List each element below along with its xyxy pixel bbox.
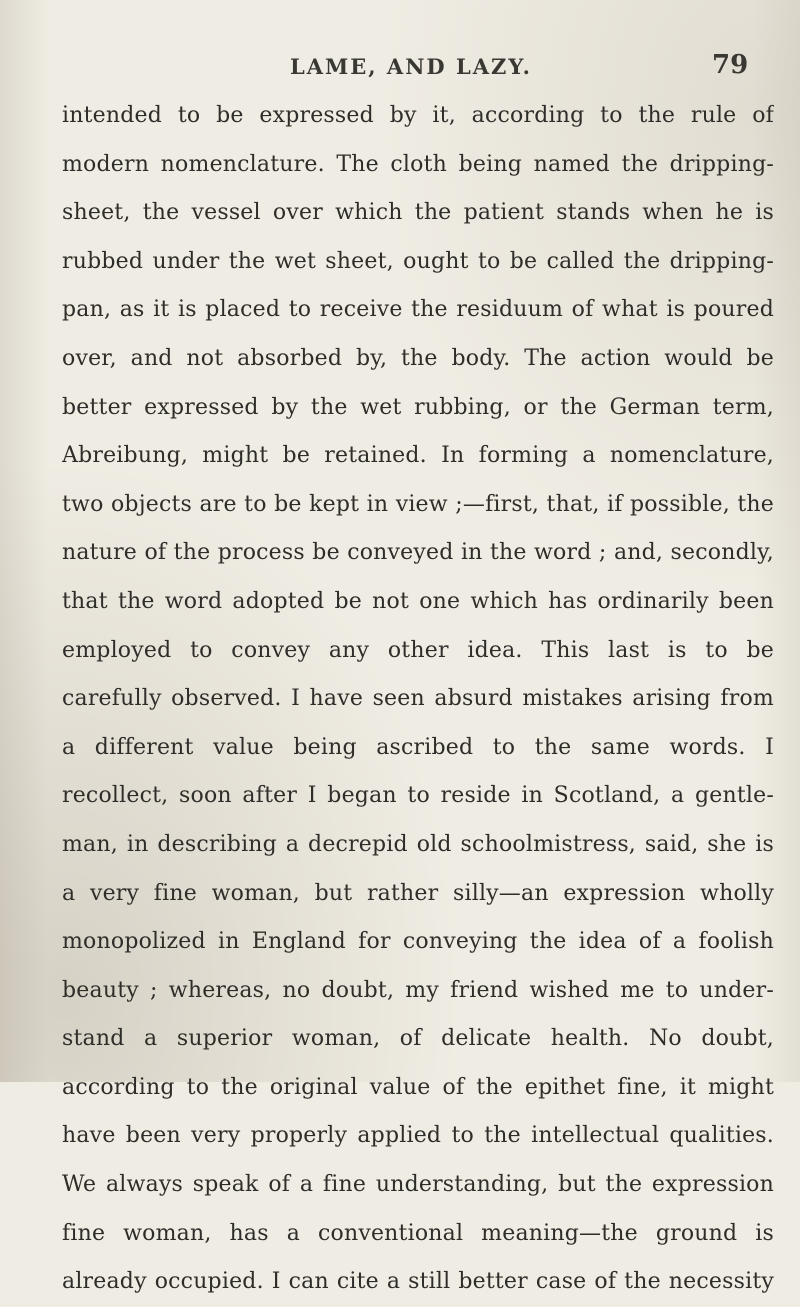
text-line: have been very properly applied to the intellectual qualities.	[62, 1123, 774, 1149]
text-line: over, and not absorbed by, the body. The action would be	[62, 345, 774, 371]
text-line: better expressed by the wet rubbing, or the German term,	[62, 394, 774, 420]
text-line: recollect, soon after I began to reside in Scotland, a gentle-	[62, 783, 774, 809]
text-line: modern nomenclature. The cloth being named the dripping-	[62, 151, 774, 177]
text-line: beauty ; whereas, no doubt, my friend wished me to under-	[62, 977, 774, 1003]
body-text	[62, 92, 774, 1307]
text-line: man, in describing a decrepid old schoolmistress, said, she is	[62, 831, 774, 857]
text-line: We always speak of a fine understanding, but the expression	[62, 1172, 774, 1198]
text-line: monopolized in England for conveying the idea of a foolish	[62, 929, 774, 955]
text-line: carefully observed. I have seen absurd mistakes arising from	[62, 686, 774, 712]
page-number: 79	[712, 50, 749, 80]
text-line: rubbed under the wet sheet, ought to be called the dripping-	[62, 248, 774, 274]
text-line: pan, as it is placed to receive the residuum of what is poured	[62, 297, 774, 323]
text-line: a different value being ascribed to the same words. I	[62, 734, 774, 760]
text-line: a very fine woman, but rather silly—an expression wholly	[62, 880, 774, 906]
text-line: sheet, the vessel over which the patient stands when he is	[62, 200, 774, 226]
text-line: intended to be expressed by it, according to the rule of	[62, 103, 774, 128]
text-line: already occupied. I can cite a still better case of the necessity	[62, 1269, 774, 1295]
running-head	[0, 50, 800, 84]
text-line: two objects are to be kept in view ;—first, that, if possible, the	[62, 491, 774, 517]
running-title: LAME, AND LAZY.	[290, 54, 532, 79]
text-line: stand a superior woman, of delicate health. No doubt,	[62, 1026, 774, 1052]
text-line: according to the original value of the epithet fine, it might	[62, 1074, 774, 1100]
text-line: Abreibung, might be retained. In forming a nomenclature,	[62, 443, 774, 469]
text-line: nature of the process be conveyed in the word ; and, secondly,	[62, 540, 774, 566]
text-line: employed to convey any other idea. This last is to be	[62, 637, 774, 663]
text-line: fine woman, has a conventional meaning—the ground is	[62, 1220, 774, 1246]
text-line: that the word adopted be not one which has ordinarily been	[62, 588, 774, 614]
